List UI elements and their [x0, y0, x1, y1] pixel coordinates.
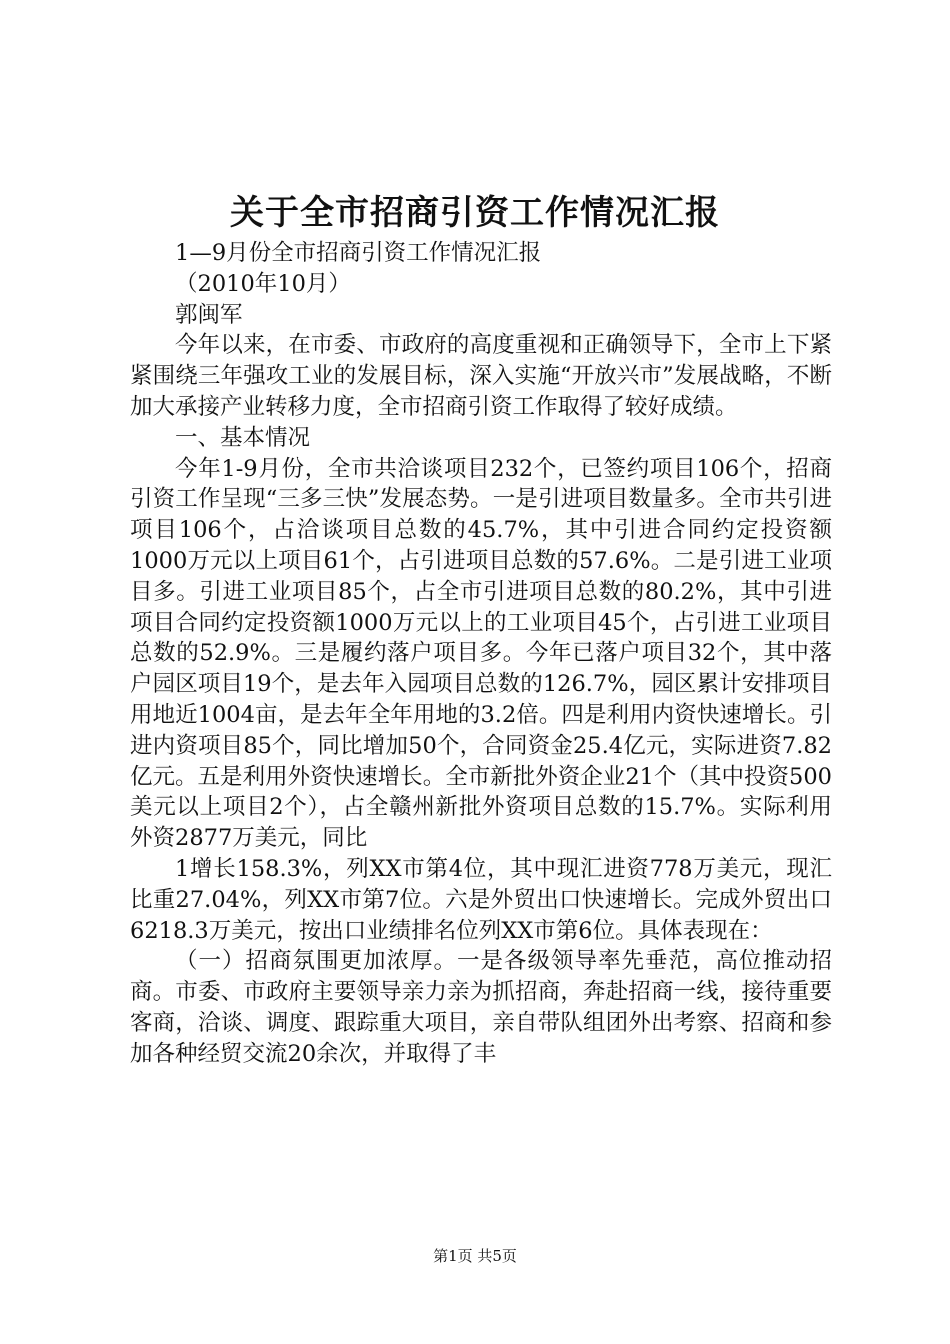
- date-line: （2010年10月）: [175, 270, 351, 297]
- page-footer: 第1页 共5页: [433, 1247, 517, 1265]
- paragraph-growth: 1增长158.3%，列XX市第4位，其中现汇进资778万美元，现汇比重27.04%，列XX市第7位。六是外贸出口快速增长。完成外贸出口6218.3万美元，按出口业绩排名位列XX市第6位。具体表现在：: [130, 855, 832, 944]
- document-body: [130, 238, 832, 1070]
- paragraph-intro: 今年以来，在市委、市政府的高度重视和正确领导下，全市上下紧紧围绕三年强攻工业的发展目标，深入实施“开放兴市”发展战略，不断加大承接产业转移力度，全市招商引资工作取得了较好成绩。: [130, 332, 832, 420]
- subtitle: 1—9月份全市招商引资工作情况汇报: [175, 240, 542, 266]
- paragraph-basic-situation: 今年1-9月份，全市共洽谈项目232个，已签约项目106个，招商引资工作呈现“三多三快”发展态势。一是引进项目数量多。全市共引进项目106个，占洽谈项目总数的45.7%，其中引进合同约定投资额1000万元以上项目61个，占引进项目总数的57.6%。二是引进工业项目多。引进工业项目85个，占全市引进项目总数的80.2%，其中引进项目合同约定投资额1000万元以上的工业项目45个，占引进工业项目总数的52.9%。三是履约落户项目多。今年已落户项目32个，其中落户园区项目19个，是去年入园项目总数的126.7%，园区累计安排项目用地近1004亩，是去年全年用地的3.2倍。四是利用内资快速增长。引进内资项目85个，同比增加50个，合同资金25.4亿元，实际进资7.82亿元。五是利用外资快速增长。全市新批外资企业21个（其中投资500美元以上项目2个），占全赣州新批外资项目总数的15.7%。实际利用外资2877万美元，同比: [130, 455, 832, 852]
- paragraph-atmosphere: （一）招商氛围更加浓厚。一是各级领导率先垂范，高位推动招商。市委、市政府主要领导亲力亲为抓招商，奔赴招商一线，接待重要客商，洽谈、调度、跟踪重大项目，亲自带队组团外出考察、招商和参加各种经贸交流20余次，并取得了丰: [130, 948, 832, 1067]
- section-heading: 一、基本情况: [175, 424, 311, 451]
- document-title: 关于全市招商引资工作情况汇报: [230, 193, 720, 233]
- author: 郭闽军: [175, 301, 243, 328]
